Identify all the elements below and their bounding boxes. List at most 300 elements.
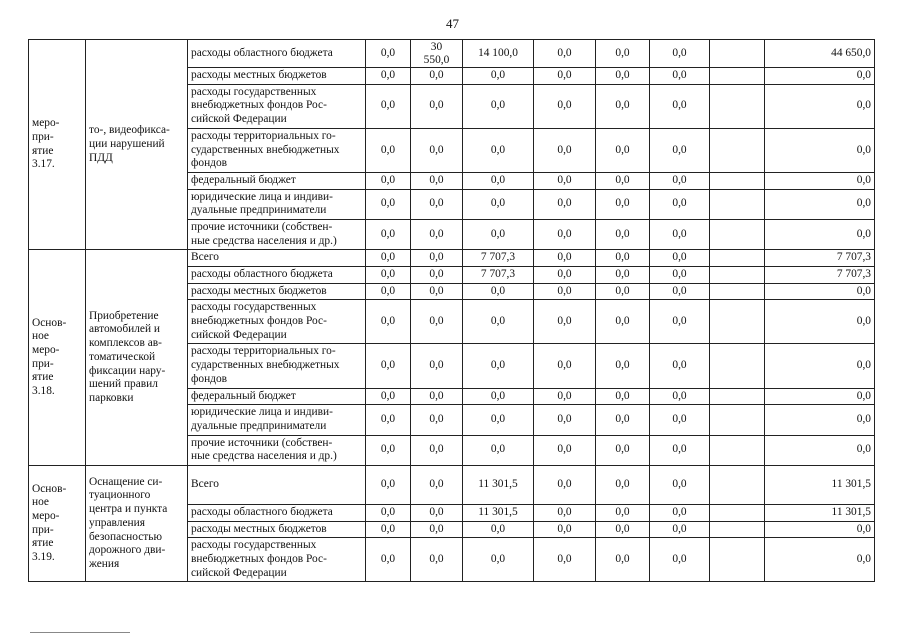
amount-value: 0,0 [490, 69, 506, 82]
amount-value: 0,0 [557, 315, 572, 328]
amount-value: 0,0 [672, 443, 687, 456]
amount-cell [650, 128, 710, 172]
table-body [29, 40, 875, 582]
amount-cell [710, 465, 765, 504]
amount-cell [463, 465, 534, 504]
amount-value: 0,0 [490, 99, 506, 112]
amount-cell [534, 504, 596, 521]
funding-source: юридические лица и индиви- дуальные предприниматели [191, 190, 333, 217]
amount-cell [366, 538, 411, 582]
event-code: меро- при- ятие 3.17. [32, 117, 60, 171]
amount-value: 0,0 [856, 359, 871, 372]
amount-value: 30 550,0 [423, 41, 450, 66]
event-code-cell [29, 465, 86, 581]
amount-value: 0,0 [429, 315, 444, 328]
amount-value: 0,0 [557, 389, 572, 402]
amount-cell [596, 435, 650, 465]
funding-source: Всего [191, 251, 219, 264]
amount-value: 0,0 [856, 522, 871, 535]
amount-value: 0,0 [672, 69, 687, 82]
amount-cell [765, 68, 875, 85]
amount-value: 0,0 [672, 315, 687, 328]
amount-cell [411, 344, 463, 388]
amount-value: 0,0 [672, 413, 687, 426]
amount-cell [366, 405, 411, 435]
amount-cell [596, 504, 650, 521]
amount-cell [411, 300, 463, 344]
amount-cell [710, 435, 765, 465]
amount-value: 0,0 [380, 284, 396, 297]
amount-value: 0,0 [856, 443, 871, 456]
event-code: Основ- ное меро- при- ятие 3.19. [32, 482, 67, 564]
amount-cell [596, 172, 650, 189]
amount-value: 11 301,5 [831, 478, 871, 491]
amount-cell [463, 40, 534, 68]
funding-source: расходы областного бюджета [191, 268, 333, 281]
funding-source-cell [188, 504, 366, 521]
amount-value: 0,0 [380, 315, 396, 328]
amount-value: 0,0 [557, 359, 572, 372]
amount-cell [411, 84, 463, 128]
amount-value: 11 301,5 [478, 505, 518, 518]
amount-value: 0,0 [429, 143, 444, 156]
event-code: Основ- ное меро- при- ятие 3.18. [32, 316, 67, 398]
amount-cell [710, 300, 765, 344]
amount-value: 0,0 [429, 284, 444, 297]
amount-cell [463, 172, 534, 189]
amount-value: 0,0 [615, 505, 630, 518]
amount-cell [366, 344, 411, 388]
funding-source-cell [188, 300, 366, 344]
amount-cell [765, 283, 875, 300]
amount-cell [765, 504, 875, 521]
funding-source: прочие источники (собствен- ные средства населения и др.) [191, 220, 337, 247]
funding-source: расходы территориальных го- сударственных внебюджетных фондов [191, 129, 340, 170]
funding-source-cell [188, 68, 366, 85]
amount-value: 0,0 [672, 478, 687, 491]
amount-value: 0,0 [672, 46, 687, 59]
amount-value: 0,0 [490, 413, 506, 426]
amount-cell [710, 219, 765, 249]
amount-value: 0,0 [380, 478, 396, 491]
amount-value: 0,0 [429, 69, 444, 82]
amount-cell [366, 189, 411, 219]
amount-value: 0,0 [615, 359, 630, 372]
amount-cell [411, 189, 463, 219]
amount-value: 0,0 [615, 315, 630, 328]
amount-cell [463, 504, 534, 521]
event-title: Приобретение автомобилей и комплексов ав- томатической фиксации нару- шений правил парковки [89, 309, 166, 404]
amount-value: 0,0 [672, 227, 687, 240]
amount-cell [534, 283, 596, 300]
amount-cell [463, 283, 534, 300]
funding-source-cell [188, 405, 366, 435]
amount-value: 0,0 [557, 553, 572, 566]
amount-cell [650, 68, 710, 85]
amount-value: 0,0 [856, 227, 871, 240]
amount-value: 0,0 [429, 197, 444, 210]
funding-source: расходы местных бюджетов [191, 284, 327, 297]
amount-value: 0,0 [557, 478, 572, 491]
amount-cell [411, 250, 463, 267]
funding-source: расходы территориальных го- сударственных внебюджетных фондов [191, 345, 340, 385]
amount-cell [596, 84, 650, 128]
amount-cell [366, 267, 411, 284]
amount-value: 7 707,3 [836, 268, 871, 281]
amount-cell [463, 405, 534, 435]
amount-cell [366, 521, 411, 538]
amount-cell [366, 465, 411, 504]
amount-value: 0,0 [490, 315, 506, 328]
funding-source-cell [188, 344, 366, 388]
amount-value: 0,0 [429, 251, 444, 264]
amount-cell [765, 219, 875, 249]
amount-cell [463, 84, 534, 128]
amount-value: 0,0 [615, 284, 630, 297]
amount-cell [411, 388, 463, 405]
amount-value: 0,0 [490, 359, 506, 372]
amount-cell [765, 538, 875, 582]
amount-value: 0,0 [429, 268, 444, 281]
amount-value: 44 650,0 [831, 46, 871, 59]
funding-source: расходы государственных внебюджетных фондов Рос- сийской Федерации [191, 85, 327, 126]
event-code-cell [29, 40, 86, 250]
amount-cell [463, 189, 534, 219]
funding-source: Всего [191, 478, 219, 491]
amount-cell [534, 435, 596, 465]
amount-value: 0,0 [380, 197, 396, 210]
amount-cell [366, 435, 411, 465]
amount-cell [650, 267, 710, 284]
amount-value: 0,0 [615, 478, 630, 491]
amount-value: 0,0 [672, 522, 687, 535]
amount-cell [710, 172, 765, 189]
amount-cell [411, 465, 463, 504]
funding-source-cell [188, 465, 366, 504]
amount-value: 0,0 [490, 443, 506, 456]
amount-cell [596, 250, 650, 267]
amount-value: 0,0 [672, 389, 687, 402]
amount-value: 0,0 [429, 443, 444, 456]
amount-cell [650, 521, 710, 538]
amount-value: 0,0 [490, 553, 506, 566]
amount-cell [650, 344, 710, 388]
amount-value: 0,0 [380, 443, 396, 456]
amount-cell [463, 128, 534, 172]
funding-source: расходы областного бюджета [191, 46, 333, 59]
funding-source: федеральный бюджет [191, 173, 296, 186]
amount-cell [710, 504, 765, 521]
amount-cell [765, 267, 875, 284]
event-title-cell [86, 250, 188, 466]
amount-value: 0,0 [615, 197, 630, 210]
funding-source: расходы государственных внебюджетных фондов Рос- сийской Федерации [191, 539, 327, 579]
amount-cell [534, 267, 596, 284]
amount-cell [650, 250, 710, 267]
amount-value: 0,0 [429, 553, 444, 566]
event-title-cell [86, 465, 188, 581]
amount-value: 0,0 [380, 143, 396, 156]
amount-cell [463, 250, 534, 267]
amount-cell [463, 388, 534, 405]
amount-cell [765, 300, 875, 344]
amount-value: 7 707,3 [480, 251, 516, 264]
amount-cell [596, 465, 650, 504]
amount-value: 0,0 [856, 284, 871, 297]
amount-value: 0,0 [429, 413, 444, 426]
amount-cell [710, 189, 765, 219]
amount-value: 0,0 [672, 143, 687, 156]
amount-value: 0,0 [856, 413, 871, 426]
amount-value: 0,0 [380, 553, 396, 566]
amount-value: 0,0 [672, 505, 687, 518]
amount-value: 0,0 [380, 173, 396, 186]
amount-cell [463, 435, 534, 465]
amount-cell [765, 465, 875, 504]
funding-source-cell [188, 189, 366, 219]
amount-cell [596, 521, 650, 538]
amount-cell [710, 538, 765, 582]
amount-cell [596, 300, 650, 344]
amount-value: 0,0 [615, 443, 630, 456]
amount-cell [366, 504, 411, 521]
amount-cell [366, 84, 411, 128]
amount-cell [650, 172, 710, 189]
amount-value: 0,0 [380, 505, 396, 518]
amount-cell [463, 538, 534, 582]
amount-value: 0,0 [490, 522, 506, 535]
amount-cell [596, 128, 650, 172]
amount-value: 0,0 [856, 315, 871, 328]
funding-source: расходы областного бюджета [191, 505, 333, 518]
amount-value: 0,0 [429, 505, 444, 518]
amount-cell [710, 267, 765, 284]
amount-cell [650, 435, 710, 465]
amount-cell [411, 435, 463, 465]
amount-cell [650, 40, 710, 68]
event-title: Оснащение си- туационного центра и пункта управления безопасностью дорожного дви- жения [89, 475, 168, 570]
table-row [29, 250, 875, 267]
amount-cell [765, 435, 875, 465]
amount-cell [366, 283, 411, 300]
amount-cell [596, 405, 650, 435]
funding-source-cell [188, 538, 366, 582]
amount-cell [534, 538, 596, 582]
amount-cell [710, 344, 765, 388]
budget-table [28, 39, 875, 582]
amount-cell [650, 465, 710, 504]
amount-value: 0,0 [672, 99, 687, 112]
amount-value: 0,0 [429, 389, 444, 402]
amount-cell [710, 250, 765, 267]
amount-cell [534, 521, 596, 538]
amount-cell [710, 68, 765, 85]
amount-cell [411, 172, 463, 189]
amount-cell [765, 388, 875, 405]
amount-cell [596, 344, 650, 388]
amount-cell [765, 172, 875, 189]
amount-value: 0,0 [672, 553, 687, 566]
amount-value: 0,0 [429, 522, 444, 535]
amount-value: 0,0 [672, 359, 687, 372]
amount-cell [411, 538, 463, 582]
amount-value: 0,0 [490, 173, 506, 186]
amount-value: 0,0 [380, 389, 396, 402]
amount-value: 0,0 [380, 413, 396, 426]
amount-cell [710, 283, 765, 300]
amount-cell [411, 405, 463, 435]
amount-value: 0,0 [615, 389, 630, 402]
amount-cell [596, 388, 650, 405]
funding-source: юридические лица и индиви- дуальные предприниматели [191, 406, 333, 432]
amount-cell [710, 388, 765, 405]
page-edge-rule [30, 632, 130, 633]
amount-cell [411, 40, 463, 68]
page-number: 47 [446, 16, 459, 31]
amount-cell [366, 40, 411, 68]
amount-cell [596, 219, 650, 249]
amount-value: 0,0 [615, 413, 630, 426]
funding-source: расходы местных бюджетов [191, 69, 327, 82]
amount-value: 0,0 [672, 251, 687, 264]
amount-cell [534, 40, 596, 68]
amount-cell [710, 521, 765, 538]
amount-cell [411, 521, 463, 538]
amount-value: 0,0 [615, 46, 630, 59]
amount-cell [534, 405, 596, 435]
amount-cell [411, 128, 463, 172]
amount-value: 0,0 [856, 389, 871, 402]
funding-source-cell [188, 435, 366, 465]
amount-cell [411, 68, 463, 85]
amount-value: 0,0 [672, 284, 687, 297]
amount-value: 0,0 [615, 99, 630, 112]
amount-cell [765, 84, 875, 128]
amount-cell [710, 128, 765, 172]
amount-value: 0,0 [856, 173, 871, 186]
amount-value: 0,0 [557, 251, 572, 264]
amount-value: 7 707,3 [836, 251, 871, 264]
amount-value: 0,0 [557, 443, 572, 456]
funding-source-cell [188, 128, 366, 172]
amount-value: 0,0 [615, 143, 630, 156]
amount-cell [463, 300, 534, 344]
amount-value: 0,0 [557, 197, 572, 210]
amount-cell [650, 300, 710, 344]
amount-cell [366, 68, 411, 85]
amount-value: 0,0 [856, 143, 871, 156]
funding-source-cell [188, 219, 366, 249]
amount-value: 0,0 [490, 227, 506, 240]
amount-value: 0,0 [672, 173, 687, 186]
funding-source: федеральный бюджет [191, 389, 296, 402]
amount-cell [650, 84, 710, 128]
amount-cell [463, 267, 534, 284]
amount-value: 0,0 [615, 173, 630, 186]
amount-value: 0,0 [380, 46, 396, 59]
funding-source-cell [188, 172, 366, 189]
amount-cell [366, 128, 411, 172]
amount-value: 0,0 [615, 251, 630, 264]
amount-value: 0,0 [490, 284, 506, 297]
table-row [29, 40, 875, 68]
amount-value: 0,0 [380, 227, 396, 240]
amount-cell [534, 388, 596, 405]
amount-value: 0,0 [429, 173, 444, 186]
funding-source-cell [188, 40, 366, 68]
amount-cell [650, 504, 710, 521]
amount-cell [366, 172, 411, 189]
amount-value: 0,0 [557, 173, 572, 186]
amount-cell [534, 84, 596, 128]
amount-value: 0,0 [429, 478, 444, 491]
amount-cell [596, 538, 650, 582]
amount-cell [534, 172, 596, 189]
amount-value: 0,0 [856, 553, 871, 566]
funding-source-cell [188, 283, 366, 300]
funding-source: расходы государственных внебюджетных фондов Рос- сийской Федерации [191, 301, 327, 341]
amount-value: 0,0 [856, 69, 871, 82]
funding-source-cell [188, 521, 366, 538]
amount-cell [765, 128, 875, 172]
amount-value: 0,0 [557, 522, 572, 535]
amount-value: 0,0 [557, 284, 572, 297]
amount-cell [596, 283, 650, 300]
amount-cell [534, 128, 596, 172]
amount-value: 0,0 [557, 227, 572, 240]
amount-value: 0,0 [490, 143, 506, 156]
amount-cell [596, 68, 650, 85]
amount-cell [366, 219, 411, 249]
amount-value: 0,0 [380, 69, 396, 82]
funding-source-cell [188, 84, 366, 128]
amount-cell [765, 344, 875, 388]
amount-cell [596, 189, 650, 219]
funding-source: расходы местных бюджетов [191, 522, 327, 535]
amount-cell [411, 267, 463, 284]
amount-cell [650, 388, 710, 405]
amount-value: 0,0 [615, 522, 630, 535]
amount-cell [463, 219, 534, 249]
funding-source: прочие источники (собствен- ные средства населения и др.) [191, 436, 337, 463]
amount-value: 0,0 [557, 99, 572, 112]
amount-cell [765, 40, 875, 68]
amount-value: 11 301,5 [831, 505, 871, 518]
funding-source-cell [188, 267, 366, 284]
funding-source-cell [188, 388, 366, 405]
amount-cell [710, 405, 765, 435]
event-code-cell [29, 250, 86, 466]
amount-value: 14 100,0 [478, 46, 518, 59]
event-title: то-, видеофикса- ции нарушений ПДД [89, 124, 170, 164]
amount-cell [534, 189, 596, 219]
amount-cell [596, 267, 650, 284]
amount-value: 0,0 [429, 99, 444, 112]
amount-cell [765, 250, 875, 267]
amount-cell [650, 405, 710, 435]
amount-cell [534, 68, 596, 85]
amount-value: 0,0 [672, 197, 687, 210]
amount-value: 0,0 [615, 553, 630, 566]
amount-value: 0,0 [380, 268, 396, 281]
amount-cell [765, 189, 875, 219]
amount-value: 0,0 [380, 251, 396, 264]
amount-cell [534, 465, 596, 504]
amount-value: 0,0 [429, 227, 444, 240]
amount-value: 0,0 [380, 522, 396, 535]
amount-value: 0,0 [557, 69, 572, 82]
amount-cell [650, 538, 710, 582]
